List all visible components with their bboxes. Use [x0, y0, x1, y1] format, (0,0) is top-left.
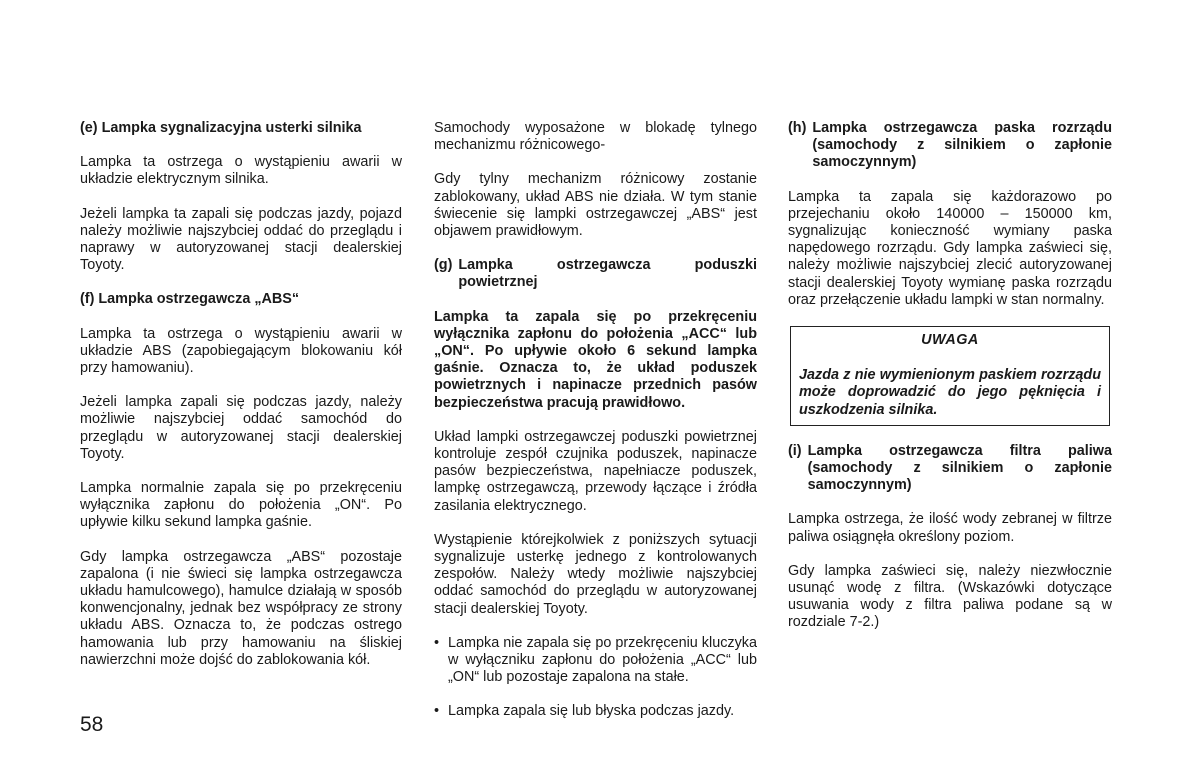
section-i-label: (i) [788, 442, 802, 459]
section-g-bold-paragraph: Lampka ta zapala się po przekręceniu wyłącznika zapłonu do położenia „ACC“ lub „ON“. Po upływie około 6 sekund lampka gaśnie. Oznacza to, że układ poduszek powietrznych i napinacze przednich pasów bezpieczeństwa pracują prawidłowo. [434, 308, 757, 411]
warning-title: UWAGA [921, 332, 979, 349]
section-f-paragraph-4: Gdy lampka ostrzegawcza „ABS“ pozostaje zapalona (i nie świeci się lampka ostrzegawcza układu hamulcowego), hamulce działają w sposób konwencjonalny, jednak bez współpracy ze strony układu ABS. Oznacza to, że podczas ostrego hamowania lub przy hamowaniu na śliskiej nawierzchni może dojść do zablokowania kół. [80, 548, 402, 668]
section-f-heading: (f) Lampka ostrzegawcza „ABS“ [80, 291, 300, 308]
bullet-icon: • [434, 703, 440, 720]
rear-diff-paragraph-1: Samochody wyposażone w blokadę tylnego mechanizmu różnicowego- [434, 120, 757, 154]
section-f-paragraph-1: Lampka ta ostrzega o wystąpieniu awarii w układzie ABS (zapobiegającym blokowaniu kół przy hamowaniu). [80, 325, 402, 377]
section-e-paragraph-2: Jeżeli lampka ta zapali się podczas jazdy, pojazd należy możliwie najszybciej oddać do przeglądu i naprawy w autoryzowanej stacji dealerskiej Toyoty. [80, 205, 402, 274]
section-h-heading [788, 120, 1112, 172]
section-i-paragraph-1: Lampka ostrzega, że ilość wody zebranej w filtrze paliwa osiągnęła określony poziom. [788, 511, 1112, 545]
list-item-text: Lampka nie zapala się po przekręceniu kluczyka w wyłączniku zapłonu do położenia „ACC“ lub „ON“ lub pozostaje zapalona na stałe. [448, 634, 757, 686]
warning-box [790, 326, 1110, 426]
column-right [788, 120, 1112, 649]
section-e-heading: (e) Lampka sygnalizacyjna usterki silnika [80, 120, 362, 136]
section-g-heading [434, 257, 757, 291]
section-e-paragraph-1: Lampka ta ostrzega o wystąpieniu awarii w układzie elektrycznym silnika. [80, 154, 402, 188]
fault-conditions-list [434, 635, 757, 721]
section-i-title: Lampka ostrzegawcza filtra paliwa (samochody z silnikiem o zapłonie samoczynnym) [807, 442, 1112, 494]
section-f-paragraph-3: Lampka normalnie zapala się po przekręceniu wyłącznika zapłonu do położenia „ON“. Po upływie kilku sekund lampka gaśnie. [80, 480, 402, 531]
warning-text: Jazda z nie wymienionym paskiem rozrządu może doprowadzić do jego pęknięcia i uszkodzenia silnika. [799, 367, 1101, 418]
section-g-paragraph-2: Wystąpienie którejkolwiek z poniższych sytuacji sygnalizuje usterkę jednego z kontrolowanych zespołów. Należy wtedy możliwie najszybciej oddać samochód do przeglądu w autoryzowanej stacji dealerskiej Toyoty. [434, 531, 757, 617]
section-f-paragraph-2: Jeżeli lampka zapali się podczas jazdy, należy możliwie najszybciej oddać samochód do przeglądu w autoryzowanej stacji dealerskiej Toyoty. [80, 394, 402, 462]
list-item-text: Lampka zapala się lub błyska podczas jazdy. [448, 703, 735, 720]
section-g-label: (g) [434, 257, 453, 274]
section-g-title: Lampka ostrzegawcza poduszki powietrznej [458, 257, 757, 291]
rear-diff-paragraph-2: Gdy tylny mechanizm różnicowy zostanie zablokowany, układ ABS nie działa. W tym stanie świecenie się lampki ostrzegawczej „ABS“ jest objawem prawidłowym. [434, 171, 757, 240]
section-h-paragraph-1: Lampka ta zapala się każdorazowo po przejechaniu około 140000 – 150000 km, sygnalizując konieczność wymiany paska napędowego rozrządu. Gdy lampka zaświeci się, należy możliwie najszybciej zlecić autoryzowanej stacji dealerskiej Toyoty wymianę paska rozrządu oraz przełączenie układu lampki w stan normalny. [788, 188, 1112, 308]
list-item [434, 703, 757, 720]
bullet-icon: • [434, 634, 440, 651]
column-left [80, 120, 402, 686]
section-h-label: (h) [788, 120, 807, 136]
section-h-title: Lampka ostrzegawcza paska rozrządu (samochody z silnikiem o zapłonie samoczynnym) [812, 120, 1112, 171]
section-i-paragraph-2: Gdy lampka zaświeci się, należy niezwłocznie usunąć wodę z filtra. (Wskazówki dotyczące usuwania wody z filtra paliwa podane są w rozdziale 7-2.) [788, 562, 1112, 631]
section-g-paragraph-1: Układ lampki ostrzegawczej poduszki powietrznej kontroluje zespół czujnika poduszek, napinacze pasów bezpieczeństwa, napełniacze poduszek, lampkę ostrzegawczą, przewody łączące i źródła zasilania elektrycznego. [434, 428, 757, 514]
section-i-heading [788, 443, 1112, 495]
page-number: 58 [80, 713, 104, 736]
column-middle [434, 120, 757, 738]
list-item [434, 635, 757, 687]
